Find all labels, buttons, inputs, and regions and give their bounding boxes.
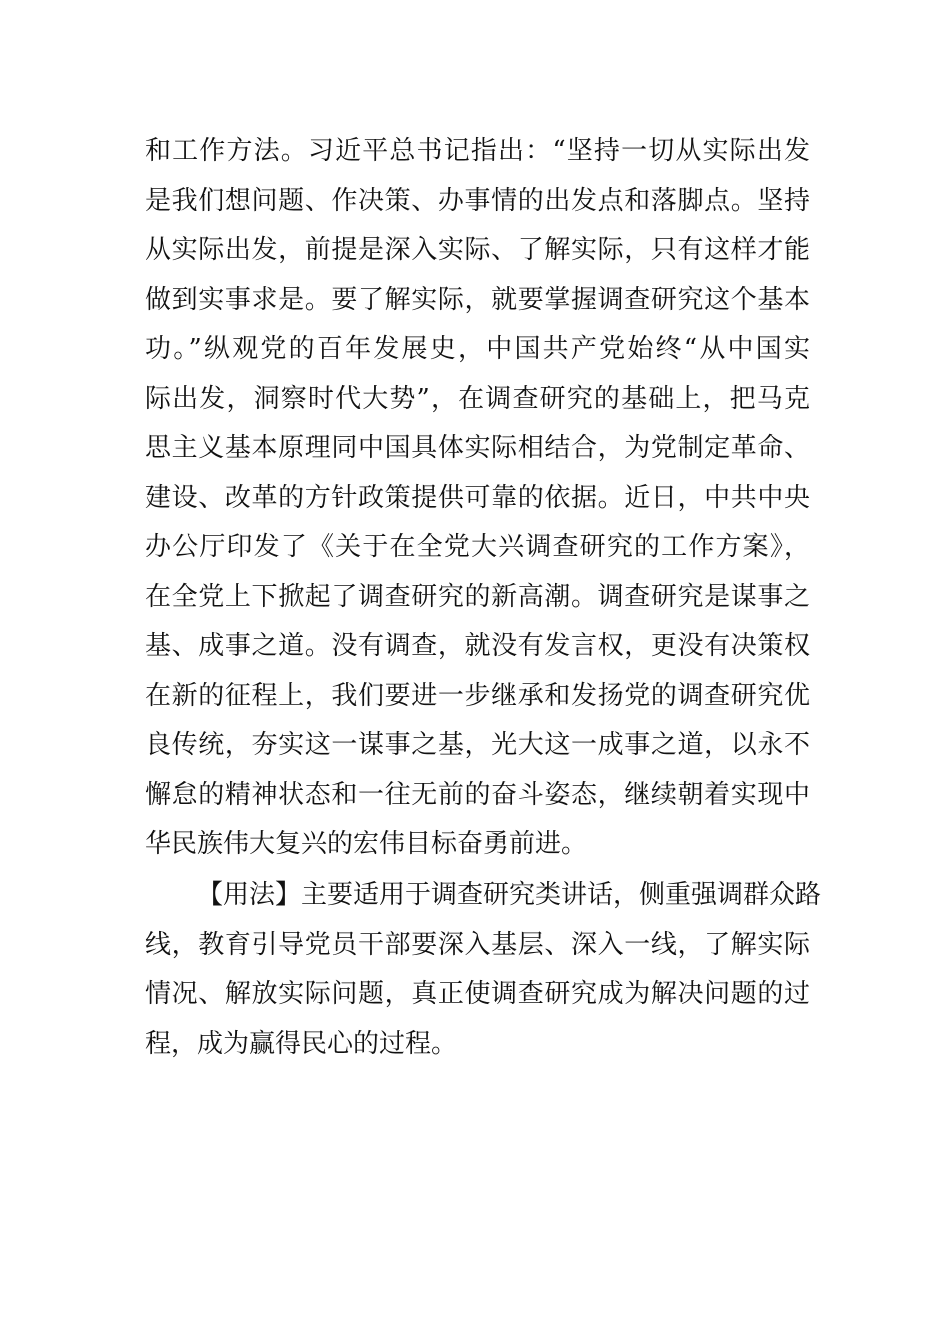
paragraph-line: 从实际出发，前提是深入实际、了解实际，只有这样才能 xyxy=(145,235,810,265)
paragraph-line: 际出发，洞察时代大势”，在调查研究的基础上，把马克 xyxy=(145,383,810,414)
paragraph-line: 情况、解放实际问题，真正使调查研究成为解决问题的过 xyxy=(145,979,810,1009)
paragraph-line: 做到实事求是。要了解实际，就要掌握调查研究这个基本 xyxy=(145,284,810,315)
body-paragraph-1 xyxy=(145,127,810,870)
paragraph-line: 和工作方法。习近平总书记指出：“坚持一切从实际出发 xyxy=(145,136,810,166)
paragraph-line: 线，教育引导党员干部要深入基层、深入一线，了解实际 xyxy=(145,929,810,960)
paragraph-line: 懈怠的精神状态和一往无前的奋斗姿态，继续朝着实现中 xyxy=(145,779,810,810)
paragraph-line: 建设、改革的方针政策提供可靠的依据。近日，中共中央 xyxy=(145,482,810,513)
paragraph-line: 【用法】主要适用于调查研究类讲话，侧重强调群众路 xyxy=(197,880,822,910)
paragraph-line: 办公厅印发了《关于在全党大兴调查研究的工作方案》， xyxy=(145,532,810,562)
paragraph-line: 在新的征程上，我们要进一步继承和发扬党的调查研究优 xyxy=(145,680,810,711)
paragraph-line: 华民族伟大复兴的宏伟目标奋勇前进。 xyxy=(145,829,588,859)
usage-paragraph xyxy=(145,871,822,1069)
paragraph-line: 思主义基本原理同中国具体实际相结合，为党制定革命、 xyxy=(145,433,810,463)
paragraph-line: 功。”纵观党的百年发展史，中国共产党始终“从中国实 xyxy=(145,334,810,364)
paragraph-line: 良传统，夯实这一谋事之基，光大这一成事之道，以永不 xyxy=(145,730,810,760)
paragraph-line: 在全党上下掀起了调查研究的新高潮。调查研究是谋事之 xyxy=(145,581,810,612)
paragraph-line: 程，成为赢得民心的过程。 xyxy=(145,1028,458,1059)
paragraph-line: 是我们想问题、作决策、办事情的出发点和落脚点。坚持 xyxy=(145,185,810,216)
paragraph-line: 基、成事之道。没有调查，就没有发言权，更没有决策权 xyxy=(145,631,810,661)
